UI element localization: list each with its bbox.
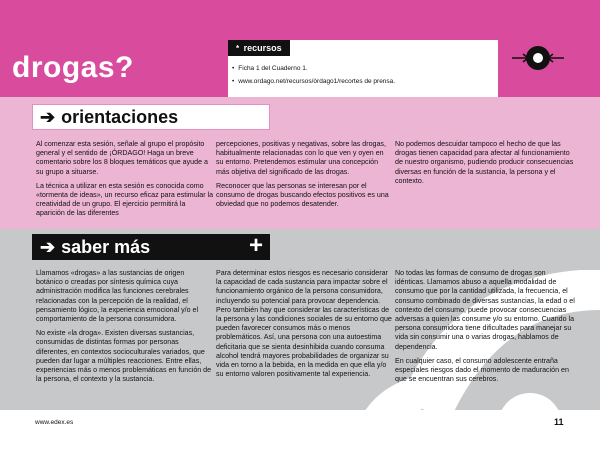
resource-item: • Ficha 1 del Cuaderno 1. [232,62,395,75]
paragraph: percepciones, positivas y negativas, sobre las drogas, habitualmente relacionadas con lo que ven y oyen en su entorno. Pretendemos estimular una concepción más objetiva del significado de las drogas. [216,140,386,176]
saber-mas-column-2 [216,269,394,384]
orientaciones-column-1 [36,140,214,224]
paragraph: No existe «la droga». Existen diversas sustancias, consumidas de distintas formas por personas diferentes, en contextos socioculturales variados, que pueden dar lugar a múltiples reacciones. Entre ellas, experiencias más o menos problemáticas en función de la persona, el contexto y la sustancia. [36,329,212,384]
arrow-right-icon: ➔ [40,107,56,127]
orientaciones-heading-text: orientaciones [61,107,179,127]
footer-band [0,410,600,465]
arrows-target-logo-icon [510,45,566,71]
orientaciones-column-3 [395,140,575,191]
paragraph: No podemos descuidar tampoco el hecho de que las drogas tienen capacidad para afectar al funcionamiento de nuestro organismo, pudiendo producir consecuencias diversas en función de la sustancia, la persona y el contexto. [395,140,574,185]
page-title: drogas? [12,51,134,84]
paragraph: Llamamos «drogas» a las sustancias de origen botánico o creadas por síntesis química cuya administración modifica las funciones cerebrales relacionadas con la percepción de la realidad, el pensamiento lógico, la experiencia emocional y/o el comportamiento de la persona consumidora. [36,269,199,324]
resource-item[interactable]: • www.ordago.net/recursos/órdago1/recortes de prensa. [232,75,395,88]
paragraph: La técnica a utilizar en esta sesión es conocida como «tormenta de ideas», un recurso eficaz para estimular la creatividad de un grupo. El ejercicio permitirá la aparición de las diferentes [36,181,214,218]
footer-url[interactable]: www.edex.es [35,419,74,426]
resources-tab [228,40,290,56]
paragraph: Al comenzar esta sesión, señale al grupo el propósito general y el sentido de ¡ÓRDAGO! Haga un breve comentario sobre los 8 bloques temáticos que ayude a su grupo a situarse. [36,140,208,176]
saber-mas-heading-text: saber más [61,237,151,257]
paragraph: Reconocer que las personas se interesan por el consumo de drogas buscando efectos positivos es una obviedad que no podemos desatender. [216,181,389,209]
asterisk-icon: * [236,44,240,53]
resources-tab-label: recursos [243,43,282,53]
arrow-right-icon: ➔ [40,237,56,257]
paragraph: En cualquier caso, el consumo adolescente entraña especiales riesgos dado el momento de maduración en que se encuentran sus cerebros. [395,356,569,384]
page-number: 11 [554,417,564,427]
paragraph: Para determinar estos riesgos es necesario considerar la capacidad de cada sustancia para impactar sobre el funcionamiento orgánico de la persona consumidora, incluyendo su potencial para provocar dependencia. Pero también hay que considerar las características de la persona y las condiciones sociales de su entorno que pueden favorecer consumos más o menos problemáticos. Así, una persona con una autoestima deficitaria que se sienta desinhibida cuando consuma alcohol tendrá mayores probabilidades de organizar su vida en torno a la bebida, en la medida en que ella y/o su entorno valoren positivamente tal experiencia. [216,269,392,379]
resources-list [232,62,395,88]
saber-mas-heading [40,234,150,260]
saber-mas-column-1 [36,269,212,389]
orientaciones-heading [40,104,178,130]
saber-mas-column-3 [395,269,575,389]
plus-icon: + [248,232,263,259]
orientaciones-column-2 [216,140,392,214]
paragraph: No todas las formas de consumo de drogas son idénticas. Llamamos abuso a aquella modalidad de consumo que por la cantidad utilizada, la frecuencia, el consumo combinado de diversas sustancias, la edad o el contexto del consumo, puede provocar consecuencias adversas a quien las consume y/o su entorno. Cuando la persona consumidora tiene dificultades para manejar su vida sin consumir una o varias drogas, hablamos de dependencia. [395,269,575,351]
